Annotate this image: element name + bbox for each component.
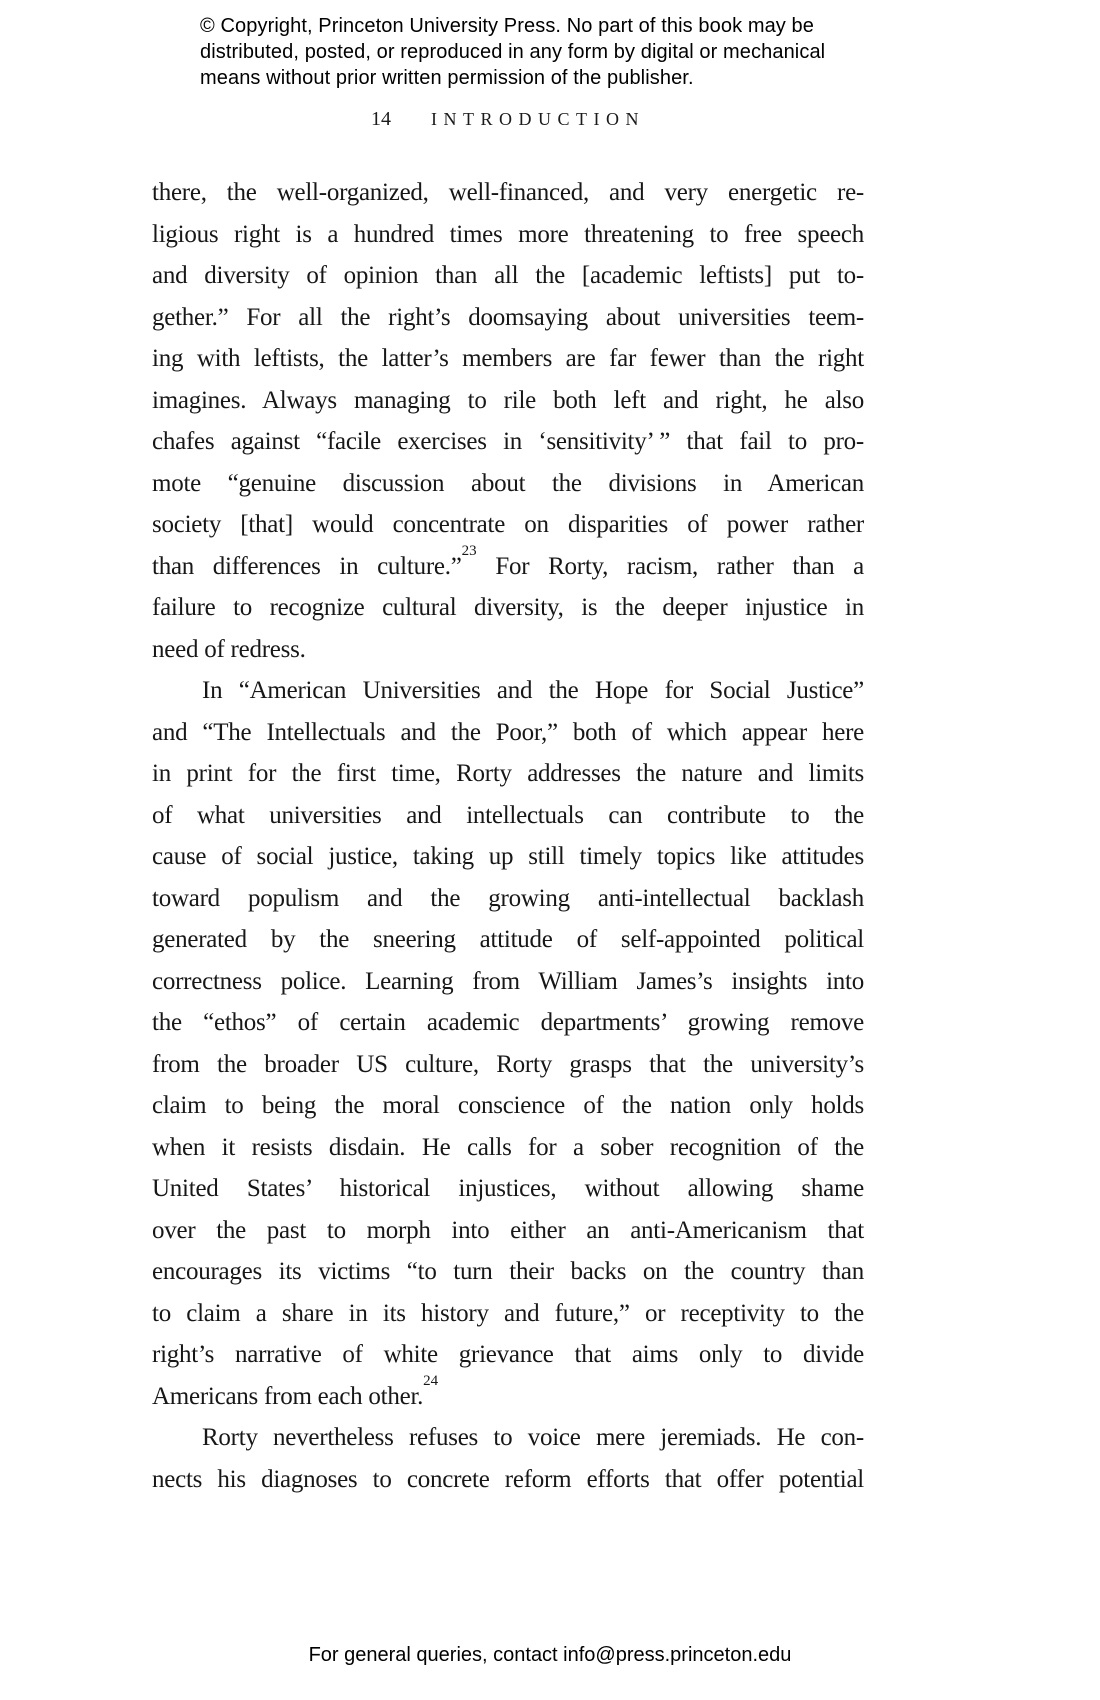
body-text [152,172,864,1500]
text-line: correctness police. Learning from William James’s insights into [152,967,864,995]
text-line: in print for the first time, Rorty addresses the nature and limits [152,760,864,787]
text-line [152,1373,864,1418]
copyright-line: means without prior written permission of the publisher. [200,67,694,89]
text-line: chafes against “facile exercises in ‘sensitivity’ ” that fail to pro- [152,428,864,455]
text-line [152,543,864,588]
text-line: toward populism and the growing anti-intellectual backlash [152,884,864,912]
text-line: In “American Universities and the Hope for Social Justice” [202,677,864,704]
text-segment: Americans from each other. [152,1382,424,1410]
text-line: from the broader US culture, Rorty grasps that the university’s [152,1050,864,1078]
text-line: generated by the sneering attitude of self-appointed political [152,926,864,953]
text-line: when it resists disdain. He calls for a sober recognition of the [152,1133,864,1161]
text-segment: For Rorty, racism, rather than a [476,552,864,580]
text-line: encourages its victims “to turn their backs on the country than [152,1258,864,1285]
running-header [152,108,864,131]
text-line: the “ethos” of certain academic departments’ growing remove [152,1009,864,1036]
copyright-notice [200,13,960,91]
text-line: to claim a share in its history and future,” or receptivity to the [152,1299,864,1327]
footer-note [0,1644,1100,1667]
text-line: nects his diagnoses to concrete reform efforts that offer potential [152,1465,864,1493]
text-line: need of redress. [152,635,306,663]
text-line: of what universities and intellectuals can contribute to the [152,801,864,829]
copyright-line: © Copyright, Princeton University Press. No part of this book may be [200,15,815,37]
text-line: gether.” For all the right’s doomsaying about universities teem- [152,303,864,331]
text-line: and diversity of opinion than all the [academic leftists] put to- [152,262,864,289]
text-line: over the past to morph into either an anti-Americanism that [152,1216,864,1244]
text-line: ligious right is a hundred times more threatening to free speech [152,220,864,248]
page-number: 14 [371,108,391,130]
text-line: cause of social justice, taking up still timely topics like attitudes [152,843,864,870]
text-line: society [that] would concentrate on disparities of power rather [152,511,864,538]
text-line: failure to recognize cultural diversity, is the deeper injustice in [152,594,864,621]
text-line: ing with leftists, the latter’s members are far fewer than the right [152,345,864,372]
text-line: claim to being the moral conscience of the nation only holds [152,1092,864,1119]
text-line: mote “genuine discussion about the divisions in American [152,469,864,497]
text-segment: than differences in culture.” [152,552,462,580]
text-line: and “The Intellectuals and the Poor,” both of which appear here [152,718,864,746]
text-line: imagines. Always managing to rile both left and right, he also [152,386,864,414]
text-line: there, the well-organized, well-financed, and very energetic re- [152,179,864,206]
text-line: right’s narrative of white grievance that aims only to divide [152,1341,864,1368]
footnote-reference: 24 [423,1373,439,1390]
copyright-line: distributed, posted, or reproduced in any form by digital or mechanical [200,41,826,63]
footer-text: For general queries, contact info@press.princeton.edu [308,1644,792,1666]
text-line: United States’ historical injustices, without allowing shame [152,1175,864,1202]
running-head-title: INTRODUCTION [431,109,645,129]
text-line: Rorty nevertheless refuses to voice mere jeremiads. He con- [202,1424,864,1451]
footnote-reference: 23 [461,543,477,560]
